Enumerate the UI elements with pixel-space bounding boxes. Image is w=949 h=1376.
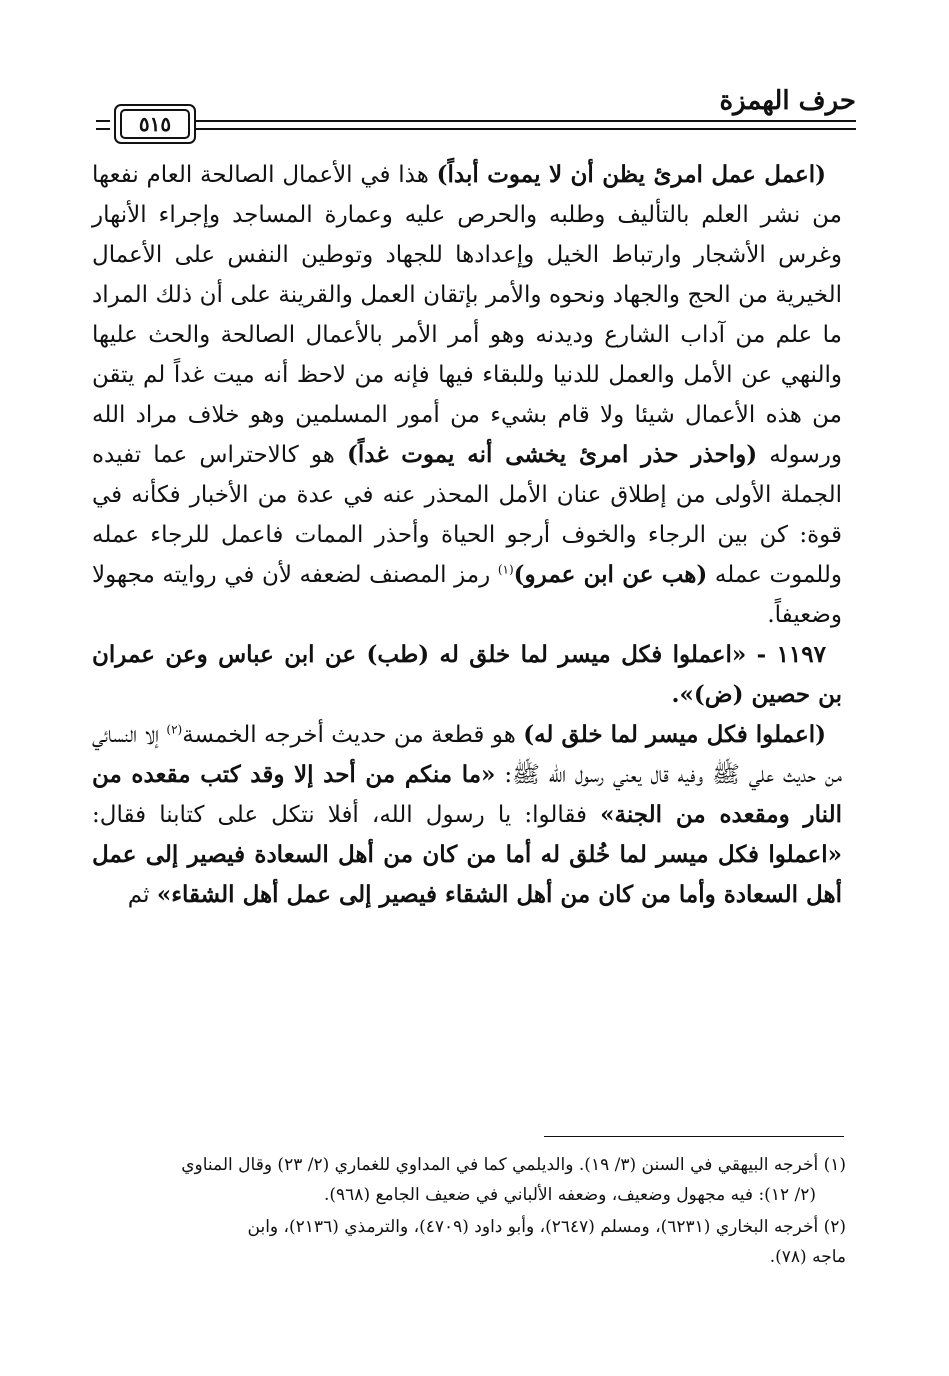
footnote-2 [96,1212,846,1272]
footnote-2-line-1: (٢) أخرجه البخاري (٦٢٣١)، ومسلم (٢٦٤٧)، وأبو داود (٤٧٠٩)، والترمذي (٢١٣٦)، وابن [247,1217,846,1237]
commentary: رمز المصنف لضعفه لأن في روايته مجهولا وضعيفاً. [92,562,842,628]
lemma: (اعمل عمل امرئ يظن أن لا يموت أبداً) [436,161,826,188]
lemma: (واحذر حذر امرئ يخشى أنه يموت غداً) [347,441,758,468]
footnote-separator [544,1136,844,1137]
hadith-entry [92,635,842,715]
footnote-1-line-2: (٢/ ١٢): فيه مجهول وضعيف، وضعفه الألباني في ضعيف الجامع (٩٦٨). [324,1185,816,1205]
hadith-quote: «اعملوا فكل ميسر لما خُلق له أما من كان من أهل السعادة فيصير إلى عمل أهل السعادة وأما من كان من أهل الشقاء فيصير إلى عمل أهل الشقاء» [92,841,842,908]
hadith-text: ١١٩٧ - «اعملوا فكل ميسر لما خلق له (طب) عن ابن عباس وعن عمران بن حصين (ض)». [92,641,842,708]
footnote-ref[interactable]: (٢) [166,722,183,737]
lemma: (اعملوا فكل ميسر لما خلق له) [523,721,826,748]
footnotes [96,1150,846,1274]
header-rule [196,120,856,130]
footnote-ref[interactable]: (١) [497,562,514,577]
header-rule-stub [96,120,110,130]
source-reference: (هب عن ابن عمرو) [513,561,708,588]
page-header [96,84,856,148]
commentary: فقالوا: يا رسول الله، أفلا نتكل على كتابنا فقال: [92,802,601,828]
commentary: هذا في الأعمال الصالحة العام نفعها من نشر العلم بالتأليف وطلبه والحرص عليه وعمارة المساجد وإجراء الأنهار وغرس الأشجار وارتباط الخيل وإعدادها للجهاد وتوطين النفس على الأعمال الخيرية من الحج والجهاد ونحوه والأمر بإتقان العمل والقرينة على أن ذلك المراد ما علم من آداب الشارع وديدنه وهو أمر الأمر بالأعمال الصالحة والحث عليها والنهي عن الأمل والعمل للدنيا وللبقاء فيها فإنه من لاحظ أنه ميت غداً لم يتقن من هذه الأعمال شيئا ولا قام بشيء من أمور المسلمين وهو خلاف مراد الله ورسوله [92,162,842,468]
hadith-quote: «ما منكم من أحد إلا وقد كتب مقعده من النار ومقعده من الجنة» [92,761,842,828]
paragraph-1 [92,155,842,635]
commentary: إلا النسائي من حديث علي ﷺ وفيه قال يعني رسول الله ﷺ: [92,722,842,788]
commentary: ثم [127,882,157,908]
main-text [92,155,842,915]
commentary: هو قطعة من حديث أخرجه الخمسة [182,722,524,748]
footnote-2-line-2: ماجه (٧٨). [769,1247,846,1267]
footnote-1 [96,1150,846,1210]
commentary: هو كالاحتراس عما تفيده الجملة الأولى من إطلاق عنان الأمل المحذر عنه في عدة من الأخبار فكأنه في قوة: كن بين الرجاء والخوف أرجو الحياة وأحذر الممات فاعمل للرجاء عمله وللموت عمله [92,442,842,588]
paragraph-3 [92,715,842,915]
page-number-frame [114,104,196,144]
chapter-title: حرف الهمزة [719,86,856,116]
footnote-1-line-1: (١) أخرجه البيهقي في السنن (٣/ ١٩). والديلمي كما في المداوي للغماري (٢/ ٢٣) وقال المناوي [181,1155,846,1175]
page-number: ٥١٥ [120,109,190,139]
